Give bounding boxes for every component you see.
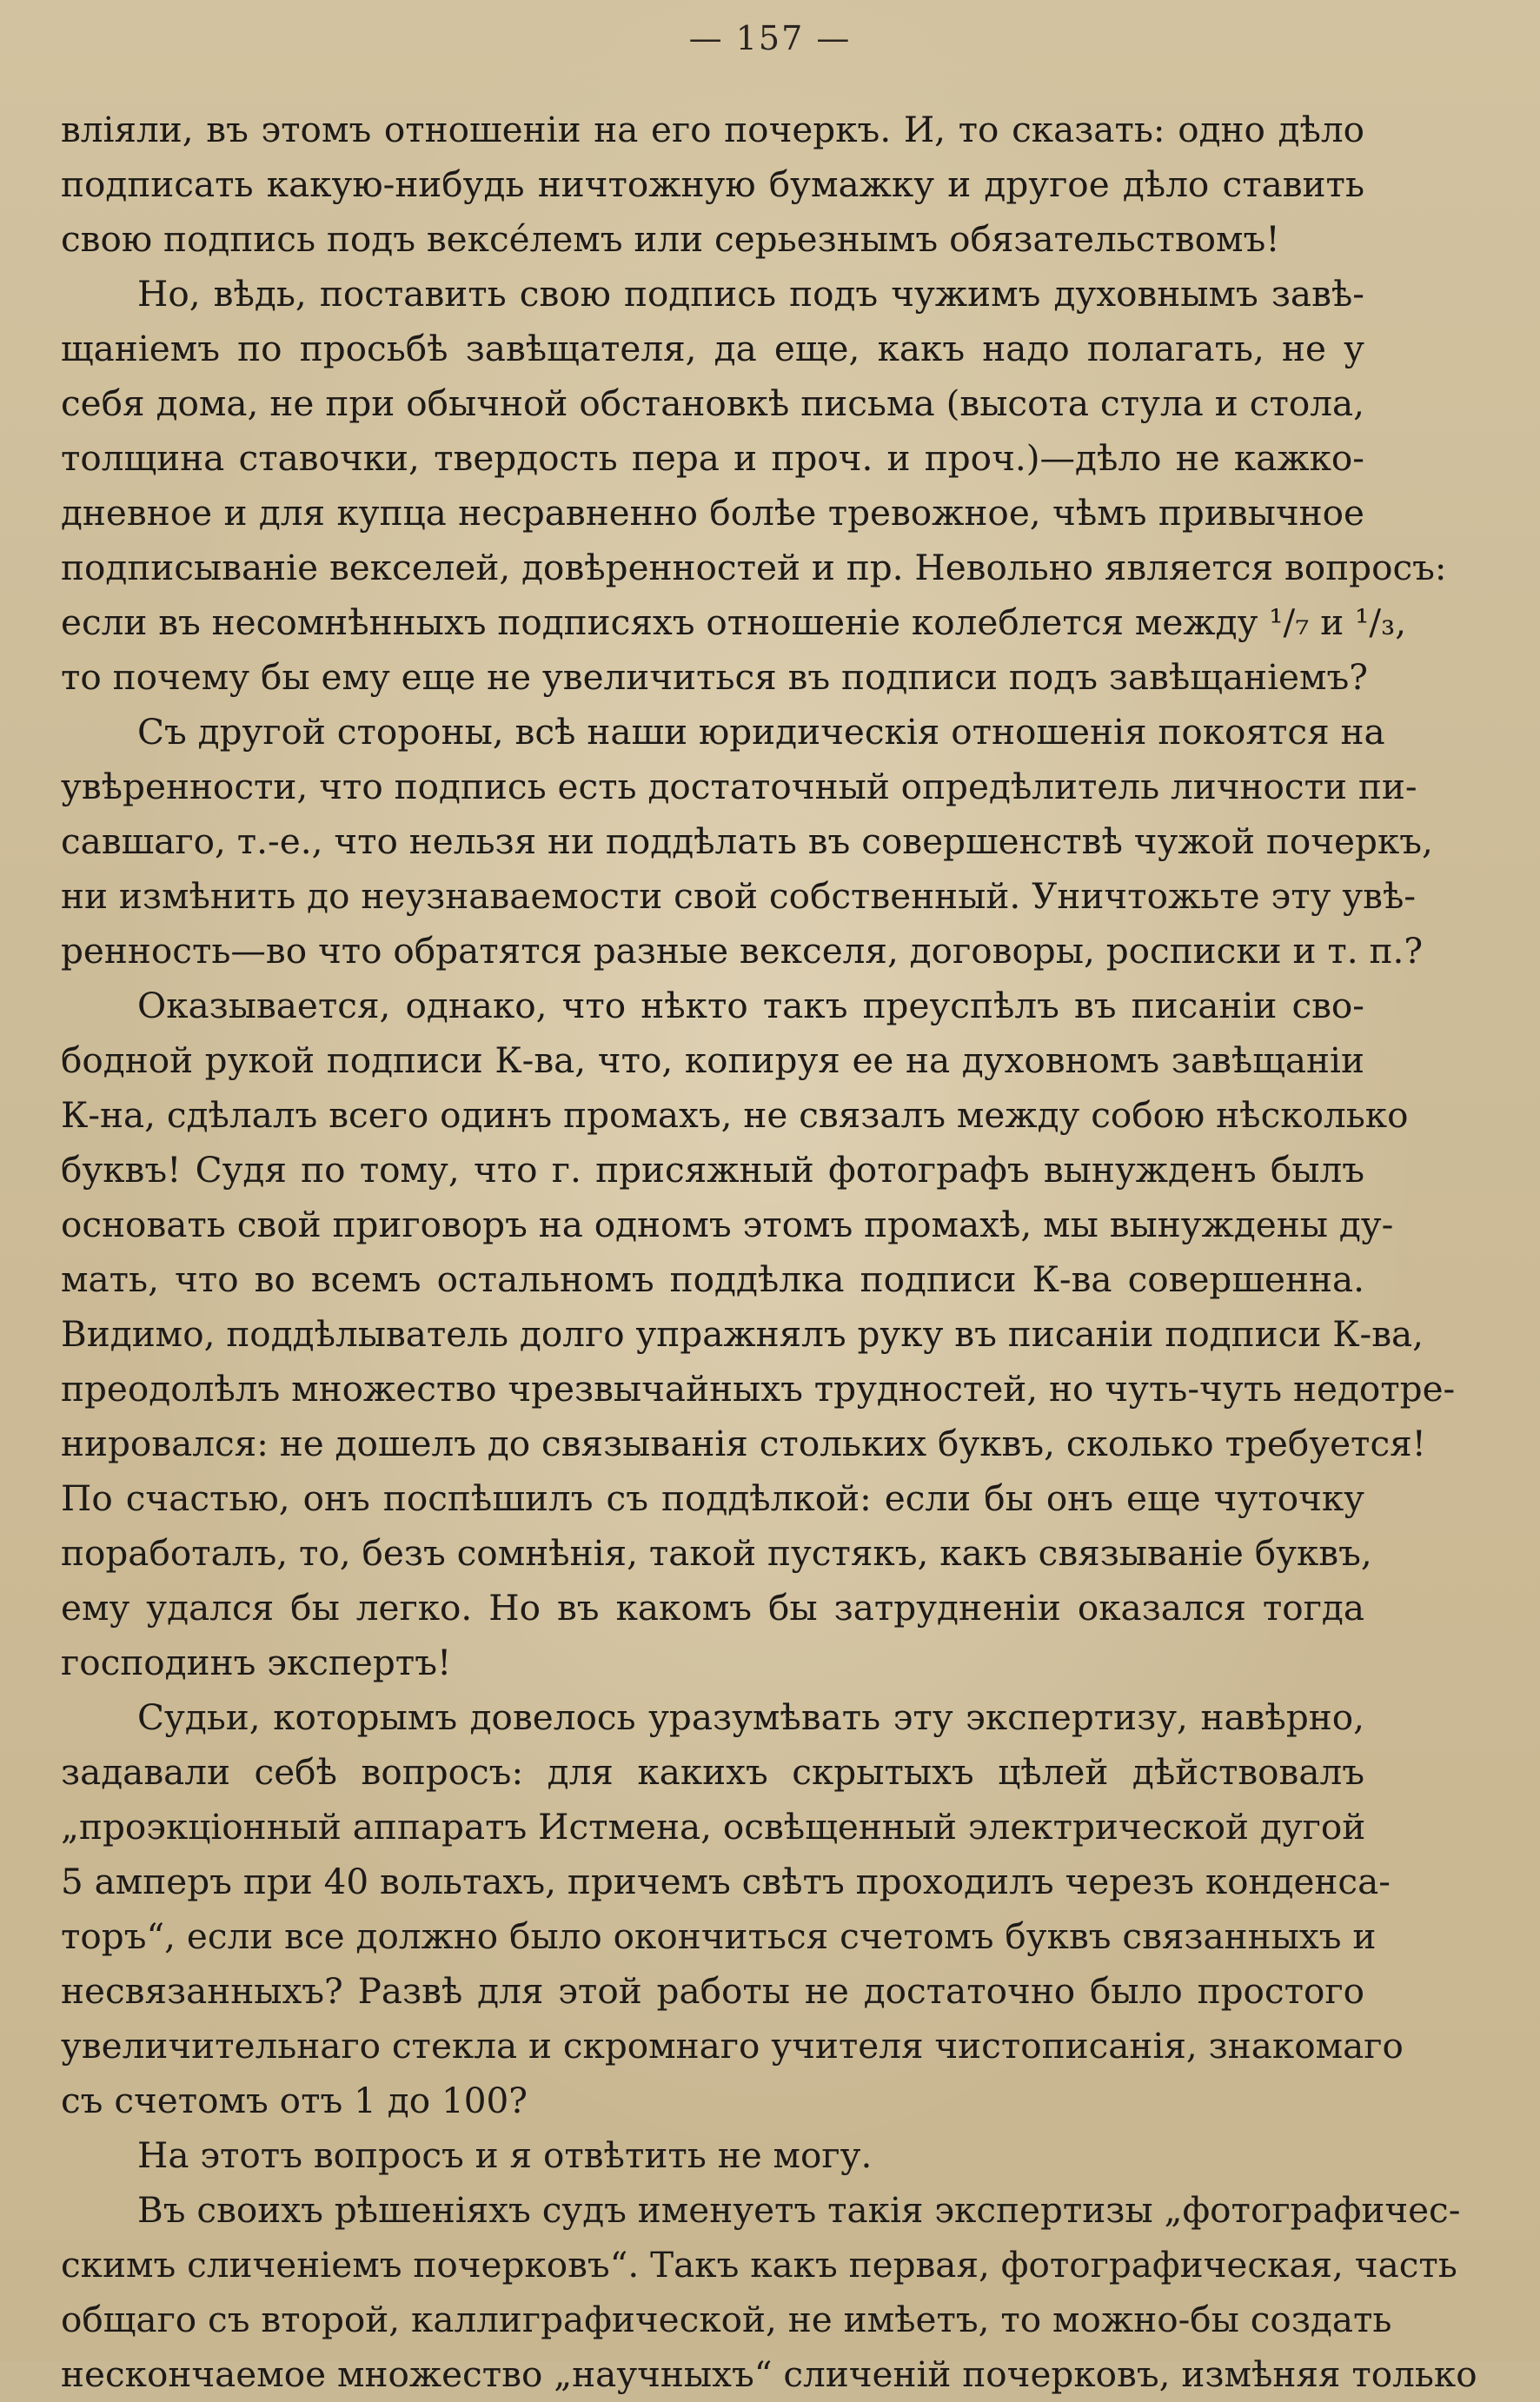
paragraph: [61, 2183, 1477, 2402]
paragraph: [61, 103, 1364, 267]
text-line: общаго съ второй, каллиграфической, не имѣетъ, то можно-бы создать: [61, 2299, 1392, 2340]
text-line: нескончаемое множество „научныхъ“ сличеній почерковъ, измѣняя только: [61, 2353, 1477, 2395]
text-line: Въ своихъ рѣшеніяхъ судъ именуетъ такія экспертизы „фотографичес-: [137, 2189, 1461, 2231]
text-line: если въ несомнѣнныхъ подписяхъ отношеніе колеблется между ¹/₇ и ¹/₃,: [61, 601, 1407, 643]
paragraph: [61, 979, 1456, 1690]
text-line: Съ другой стороны, всѣ наши юридическія отношенія покоятся на: [137, 711, 1385, 753]
text-line: савшаго, т.-е., что нельзя ни поддѣлать въ совершенствѣ чужой почеркъ,: [61, 820, 1433, 862]
text-line: несвязанныхъ? Развѣ для этой работы не достаточно было простого: [61, 1970, 1364, 2012]
text-line: торъ“, если все должно было окончиться счетомъ буквъ связанныхъ и: [61, 1915, 1377, 1957]
page-number: — 157 —: [688, 19, 852, 57]
paragraph: [61, 1690, 1404, 2128]
text-line: господинъ экспертъ!: [61, 1642, 452, 1683]
text-line: ренность—во что обратятся разные векселя, договоры, росписки и т. п.?: [61, 930, 1424, 972]
text-line: На этотъ вопросъ и я отвѣтить не могу.: [137, 2134, 873, 2176]
text-line: себя дома, не при обычной обстановкѣ письма (высота стула и стола,: [61, 382, 1364, 424]
text-line: увѣренности, что подпись есть достаточный опредѣлитель личности пи-: [61, 766, 1417, 807]
text-line: свою подпись подъ вексéлемъ или серьезнымъ обязательствомъ!: [61, 218, 1280, 260]
text-line: скимъ сличеніемъ почерковъ“. Такъ какъ первая, фотографическая, часть: [61, 2244, 1457, 2286]
text-line: бодной рукой подписи К-ва, что, копируя ее на духовномъ завѣщаніи: [61, 1039, 1364, 1081]
text-line: Видимо, поддѣлыватель долго упражнялъ руку въ писаніи подписи К-ва,: [61, 1313, 1424, 1355]
text-line: Но, вѣдь, поставить свою подпись подъ чужимъ духовнымъ завѣ-: [137, 273, 1364, 315]
text-line: подписать какую-нибудь ничтожную бумажку и другое дѣло ставить: [61, 163, 1364, 205]
text-line: нировался: не дошелъ до связыванія стольких буквъ, сколько требуется!: [61, 1423, 1426, 1464]
text-line: буквъ! Судя по тому, что г. присяжный фотографъ вынужденъ былъ: [61, 1149, 1364, 1191]
text-line: щаніемъ по просьбѣ завѣщателя, да еще, какъ надо полагать, не у: [61, 328, 1364, 369]
paragraph: [61, 705, 1433, 979]
paragraph: [61, 267, 1447, 705]
text-line: Оказывается, однако, что нѣкто такъ преуспѣлъ въ писаніи сво-: [137, 985, 1364, 1026]
text-line: мать, что во всемъ остальномъ поддѣлка подписи К-ва совершенна.: [61, 1258, 1364, 1300]
text-line: подписываніе векселей, довѣренностей и пр. Невольно является вопросъ:: [61, 547, 1447, 588]
text-line: преодолѣлъ множество чрезвычайныхъ трудностей, но чуть-чуть недотре-: [61, 1368, 1456, 1410]
body-text: [61, 103, 1477, 2402]
paragraph: [61, 2128, 1364, 2183]
text-line: ему удался бы легко. Но въ какомъ бы затрудненіи оказался тогда: [61, 1587, 1364, 1629]
text-line: толщина ставочки, твердость пера и проч. и проч.)—дѣло не кажко-: [61, 437, 1364, 479]
text-line: съ счетомъ отъ 1 до 100?: [61, 2080, 528, 2121]
text-line: По счастью, онъ поспѣшилъ съ поддѣлкой: если бы онъ еще чуточку: [61, 1477, 1364, 1519]
text-line: „проэкціонный аппаратъ Истмена, освѣщенный электрической дугой: [61, 1806, 1366, 1848]
text-line: задавали себѣ вопросъ: для какихъ скрытыхъ цѣлей дѣйствовалъ: [61, 1751, 1364, 1793]
text-line: 5 амперъ при 40 вольтахъ, причемъ свѣтъ проходилъ черезъ конденса-: [61, 1861, 1391, 1902]
text-line: поработалъ, то, безъ сомнѣнія, такой пустякъ, какъ связываніе буквъ,: [61, 1532, 1372, 1574]
text-line: то почему бы ему еще не увеличиться въ подписи подъ завѣщаніемъ?: [61, 656, 1368, 698]
text-line: Судьи, которымъ довелось уразумѣвать эту экспертизу, навѣрно,: [137, 1696, 1364, 1738]
text-line: К-на, сдѣлалъ всего одинъ промахъ, не связалъ между собою нѣсколько: [61, 1094, 1409, 1136]
text-line: увеличительнаго стекла и скромнаго учителя чистописанія, знакомаго: [61, 2025, 1404, 2067]
text-line: дневное и для купца несравненно болѣе тревожное, чѣмъ привычное: [61, 492, 1364, 534]
text-line: ни измѣнить до неузнаваемости свой собственный. Уничтожьте эту увѣ-: [61, 875, 1417, 917]
text-line: основать свой приговоръ на одномъ этомъ промахѣ, мы вынуждены ду-: [61, 1204, 1394, 1245]
text-line: вліяли, въ этомъ отношеніи на его почеркъ. И, то сказать: одно дѣло: [61, 109, 1364, 150]
